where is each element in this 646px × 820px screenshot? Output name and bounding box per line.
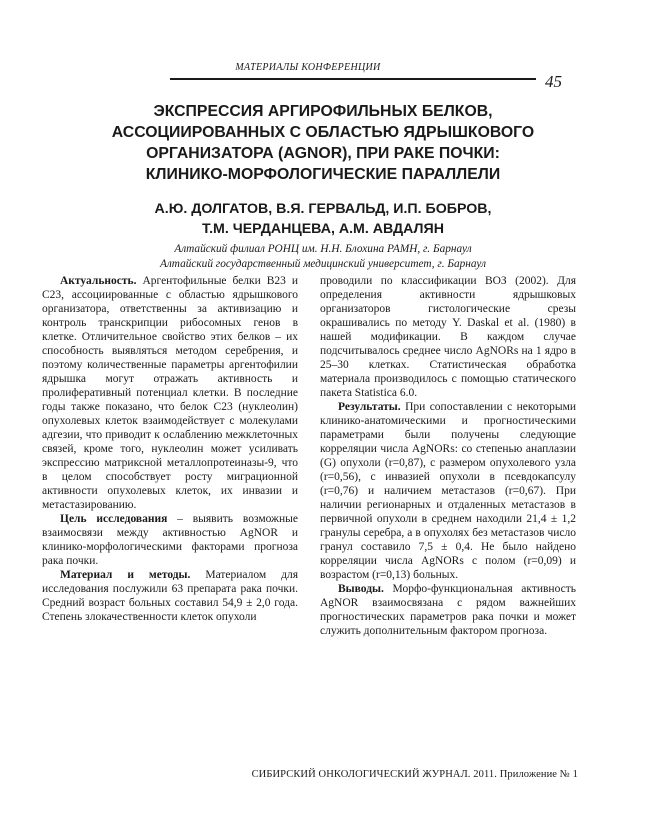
title-line: КЛИНИКО-МОРФОЛОГИЧЕСКИЕ ПАРАЛЛЕЛИ bbox=[145, 166, 501, 183]
title-line: ОРГАНИЗАТОРА (AGNOR), ПРИ РАКЕ ПОЧКИ: bbox=[146, 145, 500, 162]
article-title bbox=[40, 101, 606, 185]
methods-paragraph bbox=[42, 568, 298, 624]
affiliation-line: Алтайский государственный медицинский университет, г. Барнаул bbox=[159, 258, 487, 270]
affiliations bbox=[40, 242, 606, 272]
aim-paragraph bbox=[42, 512, 298, 568]
author-line: А.Ю. ДОЛГАТОВ, В.Я. ГЕРВАЛЬД, И.П. БОБРОВ, bbox=[154, 201, 492, 217]
page-number: 45 bbox=[545, 72, 562, 91]
results-text: При сопоставлении с некоторыми клинико-анатомическими и прогностическими параметрами были получены следующие корреляции числа AgNORs: со степенью анаплазии (G) опухоли (r=0,87), с размером опухолевого узла (r=0,56), с инвазией опухоли в псевдокапсулу (r=0,76) и наличием метастазов (r=0,67). При наличии регионарных и отдаленных метастазов в первичной опухоли в среднем находили 21,4 ± 1,2 гранулы серебра, а в опухолях без метастазов число гранул составило 7,5 ± 0,4. Не было найдено корреляции числа AgNORs с полом (r=0,09) и возрастом (r=0,13) больных. bbox=[320, 401, 576, 581]
relevance-heading: Актуальность. bbox=[60, 275, 137, 287]
author-line: Т.М. ЧЕРДАНЦЕВА, А.М. АВДАЛЯН bbox=[202, 221, 444, 237]
conclusions-heading: Выводы. bbox=[338, 583, 384, 595]
header-rule bbox=[170, 78, 536, 80]
methods-text: Материалом для исследования послужили 63 препарата рака почки. Средний возраст больных составил 54,9 ± 2,0 года. Степень злокачественности клеток опухоли bbox=[42, 569, 298, 623]
methods-heading: Материал и методы. bbox=[60, 569, 191, 581]
title-line: ЭКСПРЕССИЯ АРГИРОФИЛЬНЫХ БЕЛКОВ, bbox=[153, 103, 493, 120]
conclusions-paragraph bbox=[320, 582, 576, 638]
left-column bbox=[42, 274, 298, 624]
title-line: АССОЦИИРОВАННЫХ С ОБЛАСТЬЮ ЯДРЫШКОВОГО bbox=[111, 124, 535, 141]
running-head: МАТЕРИАЛЫ КОНФЕРЕНЦИИ bbox=[235, 62, 381, 73]
affiliation-line: Алтайский филиал РОНЦ им. Н.Н. Блохина РАМН, г. Барнаул bbox=[174, 243, 472, 255]
author-list bbox=[40, 199, 606, 239]
relevance-paragraph bbox=[42, 274, 298, 512]
relevance-text: Аргентофильные белки B23 и C23, ассоциированные с областью ядрышкового организатора, ответственны за активизацию и контроль транскрипции рибосомных генов в клетке. Отличительное свойство этих белков – их способность выявляться методом серебрения, и поэтому количественные параметры аргентофилии ядрышка могут отражать активность и пролиферативный потенциал клетки. В последние годы также показано, что белок C23 (нуклеолин) опухолевых клеток взаимодействует с молекулами адгезии, что приводит к ослаблению межклеточных связей, кроме того, нуклеолин может усиливать экспрессию матриксной металлопротеиназы-9, что в целом способствует росту миграционной активности опухолевых клеток, их инвазии и метастазированию. bbox=[42, 275, 298, 511]
journal-footer: СИБИРСКИЙ ОНКОЛОГИЧЕСКИЙ ЖУРНАЛ. 2011. Приложение № 1 bbox=[251, 769, 578, 780]
conclusions-text: Морфо-функциональная активность AgNOR взаимосвязана с рядом важнейших прогностических параметров рака почки и может служить дополнительным фактором прогноза. bbox=[320, 583, 577, 637]
aim-heading: Цель исследования bbox=[60, 513, 168, 525]
aim-text: – выявить возможные взаимосвязи между активностью AgNOR и клинико-морфологическими факторами прогноза рака почки. bbox=[42, 513, 298, 567]
results-heading: Результаты. bbox=[338, 401, 401, 413]
methods-continuation: проводили по классификации ВОЗ (2002). Для определения активности ядрышковых организаторов гистологические срезы окрашивались по методу Y. Daskal et al. (1980) в нашей модификации. В каждом случае подсчитывалось среднее число AgNORs на 1 ядро в 25–30 клетках. Статистическая обработка материала производилось с помощью статического пакета Statistica 6.0. bbox=[320, 275, 576, 399]
results-paragraph bbox=[320, 400, 576, 582]
right-column bbox=[320, 274, 576, 638]
